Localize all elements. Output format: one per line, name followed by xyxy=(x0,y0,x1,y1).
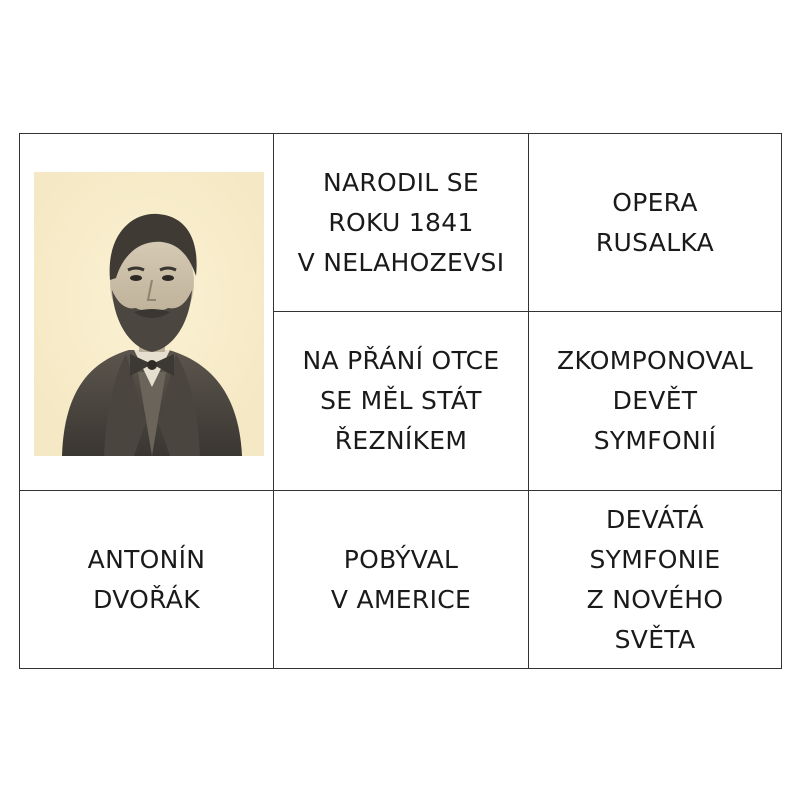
card-name-text: ANTONÍN DVOŘÁK xyxy=(87,544,206,614)
card-grid xyxy=(19,133,782,669)
photo-cell xyxy=(20,134,273,490)
card-symphonies-text: ZKOMPONOVAL DEVĚT SYMFONIÍ xyxy=(557,346,753,455)
card-ninth-symphony-text: DEVÁTÁ SYMFONIE Z NOVÉHO SVĚTA xyxy=(586,504,724,654)
card-opera xyxy=(529,134,781,311)
card-america xyxy=(274,491,528,668)
card-butcher xyxy=(274,312,528,490)
card-america-text: POBÝVAL V AMERICE xyxy=(330,544,472,614)
card-opera-text: OPERA RUSALKA xyxy=(595,187,715,257)
card-symphonies xyxy=(529,312,781,490)
card-ninth-symphony xyxy=(529,491,781,668)
card-butcher-text: NA PŘÁNÍ OTCE SE MĚL STÁT ŘEZNÍKEM xyxy=(302,346,500,455)
portrait-illustration xyxy=(34,172,264,456)
card-born-text: NARODIL SE ROKU 1841 V NELAHOZEVSI xyxy=(297,167,505,277)
portrait-photo xyxy=(34,172,264,456)
card-name xyxy=(20,491,273,668)
card-born xyxy=(274,134,528,311)
